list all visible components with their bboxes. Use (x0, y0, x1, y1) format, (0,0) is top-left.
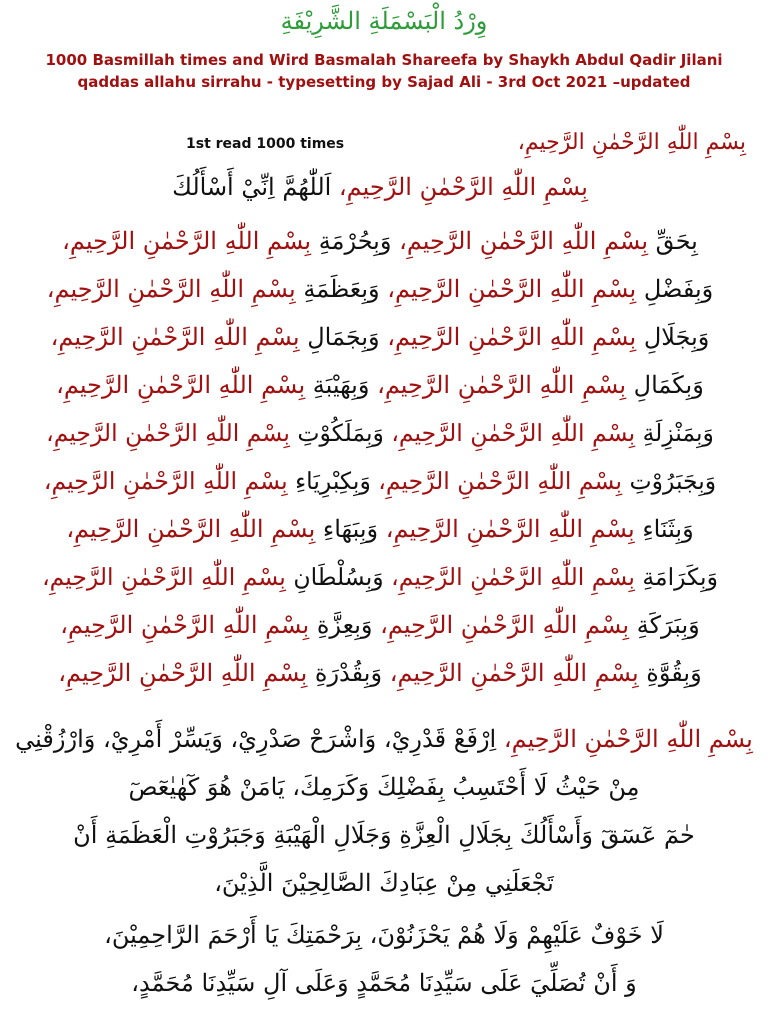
verse-basmala: بِسْمِ اللّٰهِ الرَّحْمٰنِ الرَّحِيمِ، (58, 659, 308, 687)
closing-line: وَ أَنْ تُصَلِّيَ عَلَى سَيِّدِنَا مُحَمَّدٍ وَعَلَى آلِ سَيِّدِنَا مُحَمَّدٍ، (131, 969, 637, 997)
verse-basmala: بِسْمِ اللّٰهِ الرَّحْمٰنِ الرَّحِيمِ، (496, 725, 753, 753)
verse-basmala: بِسْمِ اللّٰهِ الرَّحْمٰنِ الرَّحِيمِ، (383, 419, 636, 447)
verse-text: وَبِجَلَالِ (636, 323, 710, 351)
verse-line (40, 656, 720, 690)
verse-text: وَبِثَنَاءِ (634, 515, 694, 543)
first-read-label: 1st read 1000 times (186, 136, 345, 152)
verse-basmala: بِسْمِ اللّٰهِ الرَّحْمٰنِ الرَّحِيمِ، (372, 611, 630, 639)
closing-line: مِنْ حَيْثُ لَا أَحْتَسِبُ بِفَضْلِكَ وَكَرَمِكَ، يَامَنْ هُوَ كٓهٰيٰعٓصٓ (128, 773, 640, 801)
verse-text: وَبِكَمَالِ (626, 371, 704, 399)
subtitle-line-2: qaddas allahu sirrahu - typesetting by Sajad Ali - 3rd Oct 2021 –updated (77, 73, 691, 91)
first-read-instruction (186, 128, 746, 162)
verse-basmala: بِسْمِ اللّٰهِ الرَّحْمٰنِ الرَّحِيمِ، (379, 275, 637, 303)
verse-basmala: بِسْمِ اللّٰهِ الرَّحْمٰنِ الرَّحِيمِ، (379, 323, 637, 351)
verse-line (40, 416, 720, 450)
verse-basmala: بِسْمِ اللّٰهِ الرَّحْمٰنِ الرَّحِيمِ، (42, 563, 286, 591)
verse-line (40, 368, 720, 402)
verse-text: وَبِمَلَكُوْتِ (289, 419, 384, 447)
verse-basmala: بِسْمِ اللّٰهِ الرَّحْمٰنِ الرَّحِيمِ، (56, 371, 306, 399)
first-read-basmala: بِسْمِ اللّٰهِ الرَّحْمٰنِ الرَّحِيمِ، (517, 130, 746, 155)
verse-basmala: بِسْمِ اللّٰهِ الرَّحْمٰنِ الرَّحِيمِ، (46, 275, 296, 303)
verse-text: وَبِكِبْرِيَاءِ (287, 467, 371, 495)
verse-text: وَبِحُرْمَةِ (311, 227, 392, 255)
verse-basmala: بِسْمِ اللّٰهِ الرَّحْمٰنِ الرَّحِيمِ، (383, 563, 635, 591)
document-title: وِرْدُ الْبَسْمَلَةِ الشَّرِيْفَةِ (280, 7, 488, 35)
closing-line: لَا خَوْفٌ عَلَيْهِمْ وَلَا هُمْ يَحْزَنُوْنَ، بِرَحْمَتِكَ يَا أَرْحَمَ الرَّاحِمِيْنَ، (104, 921, 664, 949)
verse-text: وَبِفَضْلِ (636, 275, 714, 303)
verse-basmala: بِسْمِ اللّٰهِ الرَّحْمٰنِ الرَّحِيمِ، (43, 467, 288, 495)
verse-text: وَبِقُدْرَةِ (307, 659, 383, 687)
verse-basmala: بِسْمِ اللّٰهِ الرَّحْمٰنِ الرَّحِيمِ، (378, 515, 635, 543)
verse-text: وَبِقُوَّةِ (638, 659, 702, 687)
verse-text: وَبِكَرَامَةِ (634, 563, 718, 591)
verse-line (40, 170, 720, 204)
verse-basmala: بِسْمِ اللّٰهِ الرَّحْمٰنِ الرَّحِيمِ، (46, 419, 290, 447)
verse-line (40, 464, 720, 498)
verse-text: وَبِجَبَرُوْتِ (622, 467, 717, 495)
verse-line (40, 512, 720, 546)
subtitle-line-1: 1000 Basmillah times and Wird Basmalah Shareefa by Shaykh Abdul Qadir Jilani (45, 51, 723, 69)
closing-line: تَجْعَلَنِي مِنْ عِبَادِكَ الصَّالِحِيْنَ الَّذِيْنَ، (214, 869, 554, 897)
closing-line: حٰمٓ عٓسٓقٓ وَأَسْأَلُكَ بِجَلَالِ الْعِزَّةِ وَجَلَالِ الْهَيْبَةِ وَجَبَرُوْتِ الْعَظَمَةِ أَنْ (73, 821, 695, 849)
closing-line (10, 722, 758, 756)
verse-basmala: بِسْمِ اللّٰهِ الرَّحْمٰنِ الرَّحِيمِ، (60, 611, 310, 639)
verse-line (40, 608, 720, 642)
verse-text: وَبِهَيْبَةِ (305, 371, 370, 399)
verse-text: وَبِمَنْزِلَةِ (635, 419, 714, 447)
verse-text: وَبِبَهَاءِ (315, 515, 379, 543)
verse-basmala: بِسْمِ اللّٰهِ الرَّحْمٰنِ الرَّحِيمِ، (50, 323, 300, 351)
verse-line (40, 320, 720, 354)
verse-basmala: بِسْمِ اللّٰهِ الرَّحْمٰنِ الرَّحِيمِ، (62, 227, 312, 255)
verse-basmala: بِسْمِ اللّٰهِ الرَّحْمٰنِ الرَّحِيمِ، (369, 371, 627, 399)
verse-text: بِحَقِّ (648, 227, 698, 255)
verse-line (40, 272, 720, 306)
verse-text: وَبِعِزَّةِ (309, 611, 373, 639)
verse-line (40, 560, 720, 594)
verse-text: وَبِجَمَالِ (299, 323, 380, 351)
verse-basmala: بِسْمِ اللّٰهِ الرَّحْمٰنِ الرَّحِيمِ، (331, 173, 588, 201)
verse-text: اَللّٰهُمَّ اِنِّيْ أَسْأَلُكَ (172, 173, 332, 201)
verse-basmala: بِسْمِ اللّٰهِ الرَّحْمٰنِ الرَّحِيمِ، (370, 467, 623, 495)
verse-text: اِرْفَعْ قَدْرِيْ، وَاشْرَحْ صَدْرِيْ، وَيَسِّرْ أَمْرِيْ، وَارْزُقْنِي (15, 725, 497, 753)
verse-text: وَبِسُلْطَانِ (285, 563, 384, 591)
verse-text: وَبِبَرَكَةِ (629, 611, 700, 639)
verse-basmala: بِسْمِ اللّٰهِ الرَّحْمٰنِ الرَّحِيمِ، (66, 515, 316, 543)
verse-line (40, 224, 720, 258)
verse-basmala: بِسْمِ اللّٰهِ الرَّحْمٰنِ الرَّحِيمِ، (391, 227, 649, 255)
verse-text: وَبِعَظَمَةِ (295, 275, 380, 303)
verse-basmala: بِسْمِ اللّٰهِ الرَّحْمٰنِ الرَّحِيمِ، (382, 659, 639, 687)
